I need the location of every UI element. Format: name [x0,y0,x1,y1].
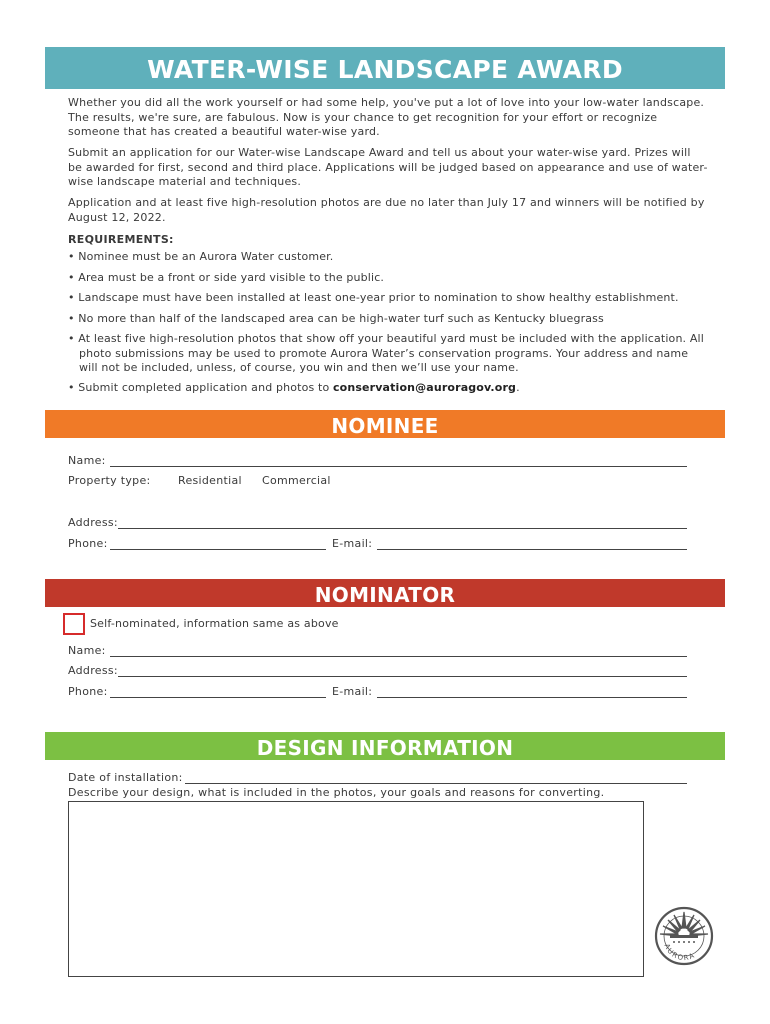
nominator-phone-field[interactable] [110,697,326,698]
describe-design-row [68,786,688,802]
intro-paragraph: Submit an application for our Water-wise Landscape Award and tell us about your water-wise yard. Prizes will be awarded for first, second and third place. Applications will be judged based on appearance and use of water-wise landscape material and techniques. [68,146,708,188]
design-section-heading: DESIGN INFORMATION [45,732,725,760]
nominator-phone-label: Phone: [68,685,108,698]
requirement-item: • Nominee must be an Aurora Water customer. [68,250,334,263]
nominator-name-label: Name: [68,644,106,657]
requirement-item-submit [68,381,708,396]
design-description-textarea[interactable] [68,801,644,977]
installation-date-row [68,771,688,787]
requirement-item: • Landscape must have been installed at least one-year prior to nomination to show healthy establishment. [68,291,679,304]
property-type-label: Property type: [68,474,151,487]
nominator-section-heading: NOMINATOR [45,579,725,607]
nominee-phone-field[interactable] [110,549,326,550]
nominator-name-field[interactable] [110,656,687,657]
nominee-property-type-row [68,474,688,490]
self-nominated-label: Self-nominated, information same as above [90,617,339,630]
nominator-contact-row [68,685,688,701]
nominator-address-row [68,664,688,680]
aurora-seal-logo [654,906,714,966]
nominee-name-row [68,454,688,470]
requirement-item: • No more than half of the landscaped area can be high-water turf such as Kentucky bluegrass [68,312,604,325]
nominee-email-label: E-mail: [332,537,373,550]
nominator-email-field[interactable] [377,697,687,698]
nominator-address-label: Address: [68,664,118,677]
self-nominated-checkbox[interactable] [63,613,85,635]
nominee-phone-label: Phone: [68,537,108,550]
nominee-contact-row [68,537,688,553]
nominee-address-field[interactable] [118,528,687,529]
requirement-item: • Area must be a front or side yard visible to the public. [68,271,385,284]
nominee-address-row [68,516,688,532]
intro-paragraph: Application and at least five high-resolution photos are due no later than July 17 and winners will be notified by August 12, 2022. [68,196,705,224]
svg-text:AURORA: AURORA [662,942,697,963]
nominee-address-label: Address: [68,516,118,529]
nominee-name-label: Name: [68,454,106,467]
describe-design-label: Describe your design, what is included in the photos, your goals and reasons for converting. [68,786,605,799]
nominator-email-label: E-mail: [332,685,373,698]
installation-date-field[interactable] [185,783,687,784]
page-title: WATER-WISE LANDSCAPE AWARD [45,47,725,89]
nominee-email-field[interactable] [377,549,687,550]
intro-paragraph: Whether you did all the work yourself or had some help, you've put a lot of love into your low-water landscape. The results, we're sure, are fabulous. Now is your chance to get recognition for your effort or recognize someone that has created a beautiful water-wise yard. [68,96,705,138]
nominee-section-heading: NOMINEE [45,410,725,438]
submit-text-end: . [516,381,520,394]
nominee-name-field[interactable] [110,466,687,467]
installation-date-label: Date of installation: [68,771,183,784]
nominator-name-row [68,644,688,660]
conservation-email-link[interactable]: conservation@auroragov.org [332,381,517,394]
property-option-residential[interactable]: Residential [178,474,242,487]
nominator-address-field[interactable] [118,676,687,677]
requirement-item: • At least five high-resolution photos that show off your beautiful yard must be included with the application. All photo submissions may be used to promote Aurora Water’s conservation programs. Your address and name will not be included, unless, of course, you win and then we’ll use your name. [68,332,704,374]
property-option-commercial[interactable]: Commercial [262,474,331,487]
submit-text: • Submit completed application and photos to [68,381,333,394]
requirements-heading: REQUIREMENTS: [68,233,174,246]
